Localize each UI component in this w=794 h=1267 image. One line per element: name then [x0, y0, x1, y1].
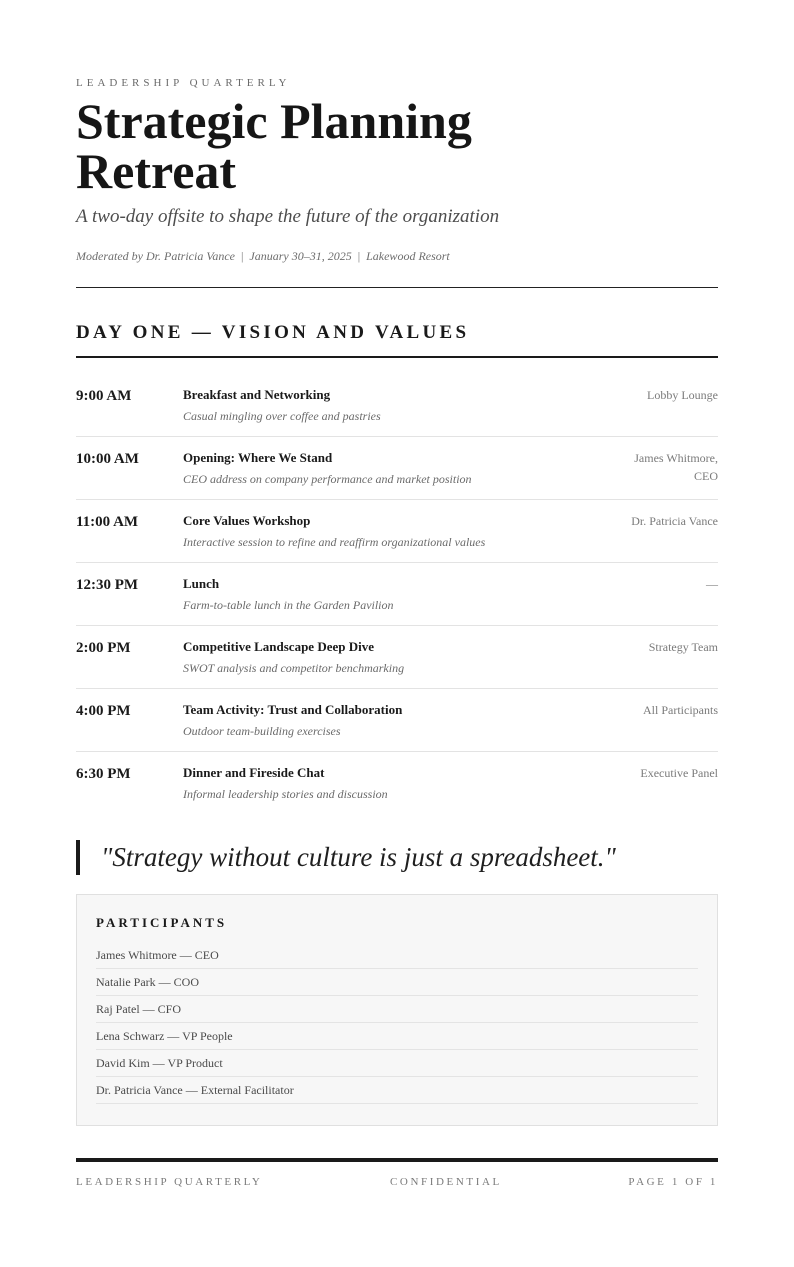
agenda-row — [76, 500, 718, 563]
participant-item: Raj Patel — CFO — [96, 996, 698, 1023]
agenda-row — [76, 374, 718, 437]
session-title: Opening: Where We Stand — [183, 450, 333, 465]
agenda-row — [76, 626, 718, 689]
section-divider — [76, 356, 718, 358]
session-title: Lunch — [183, 576, 220, 591]
session-description: Casual mingling over coffee and pastries — [183, 409, 381, 423]
session-time: 12:30 PM — [76, 577, 139, 593]
participant-item: Natalie Park — COO — [96, 969, 698, 996]
footer-publication: LEADERSHIP QUARTERLY — [76, 1176, 263, 1188]
session-time: 2:00 PM — [76, 640, 131, 656]
page-footer — [76, 1176, 718, 1190]
publication-kicker: LEADERSHIP QUARTERLY — [76, 77, 291, 89]
session-host: Strategy Team — [648, 640, 718, 654]
session-description: SWOT analysis and competitor benchmarking — [183, 661, 405, 675]
session-host: All Participants — [643, 703, 718, 717]
meta-separator: | — [357, 249, 361, 263]
pull-quote: "Strategy without culture is just a spreadsheet." — [76, 840, 718, 875]
session-host: Executive Panel — [640, 766, 718, 780]
agenda-row — [76, 437, 718, 500]
agenda-row — [76, 752, 718, 815]
event-meta — [76, 249, 450, 264]
session-host: — — [706, 577, 718, 591]
page-subtitle: A two-day offsite to shape the future of the organization — [76, 206, 500, 227]
participant-item: Lena Schwarz — VP People — [96, 1023, 698, 1050]
agenda-list — [76, 374, 718, 815]
session-description: Informal leadership stories and discussion — [183, 787, 388, 801]
header-divider — [76, 287, 718, 288]
session-title: Core Values Workshop — [183, 513, 311, 528]
session-description: Outdoor team-building exercises — [183, 724, 341, 738]
session-title: Breakfast and Networking — [183, 387, 331, 402]
session-title: Dinner and Fireside Chat — [183, 765, 325, 780]
agenda-row — [76, 563, 718, 626]
session-time: 6:30 PM — [76, 766, 131, 782]
participants-heading: PARTICIPANTS — [96, 915, 228, 930]
session-title: Team Activity: Trust and Collaboration — [183, 702, 403, 717]
session-time: 10:00 AM — [76, 451, 139, 467]
session-description: Farm-to-table lunch in the Garden Pavilion — [183, 598, 394, 612]
participant-item: James Whitmore — CEO — [96, 942, 698, 969]
footer-confidential: CONFIDENTIAL — [390, 1176, 502, 1188]
footer-divider — [76, 1158, 718, 1162]
section-heading-day-one: DAY ONE — VISION AND VALUES — [76, 322, 470, 343]
event-location: Lakewood Resort — [366, 249, 450, 263]
session-host: Dr. Patricia Vance — [631, 514, 718, 528]
moderator-text: Moderated by Dr. Patricia Vance — [76, 249, 235, 263]
session-host: James Whitmore, CEO — [634, 451, 718, 483]
session-time: 9:00 AM — [76, 388, 132, 404]
session-description: Interactive session to refine and reaffirm organizational values — [183, 535, 486, 549]
session-time: 11:00 AM — [76, 514, 139, 530]
participants-list — [96, 942, 698, 1104]
session-host: Lobby Lounge — [647, 388, 718, 402]
footer-page-number: PAGE 1 OF 1 — [628, 1176, 718, 1188]
agenda-row — [76, 689, 718, 752]
session-title: Competitive Landscape Deep Dive — [183, 639, 375, 654]
participant-item: Dr. Patricia Vance — External Facilitator — [96, 1077, 698, 1104]
page-title: Strategic Planning Retreat — [76, 93, 472, 199]
session-description: CEO address on company performance and market position — [183, 472, 472, 486]
participant-item: David Kim — VP Product — [96, 1050, 698, 1077]
meta-separator: | — [240, 249, 244, 263]
participants-box — [76, 894, 718, 1126]
session-time: 4:00 PM — [76, 703, 131, 719]
event-dates: January 30–31, 2025 — [249, 249, 352, 263]
